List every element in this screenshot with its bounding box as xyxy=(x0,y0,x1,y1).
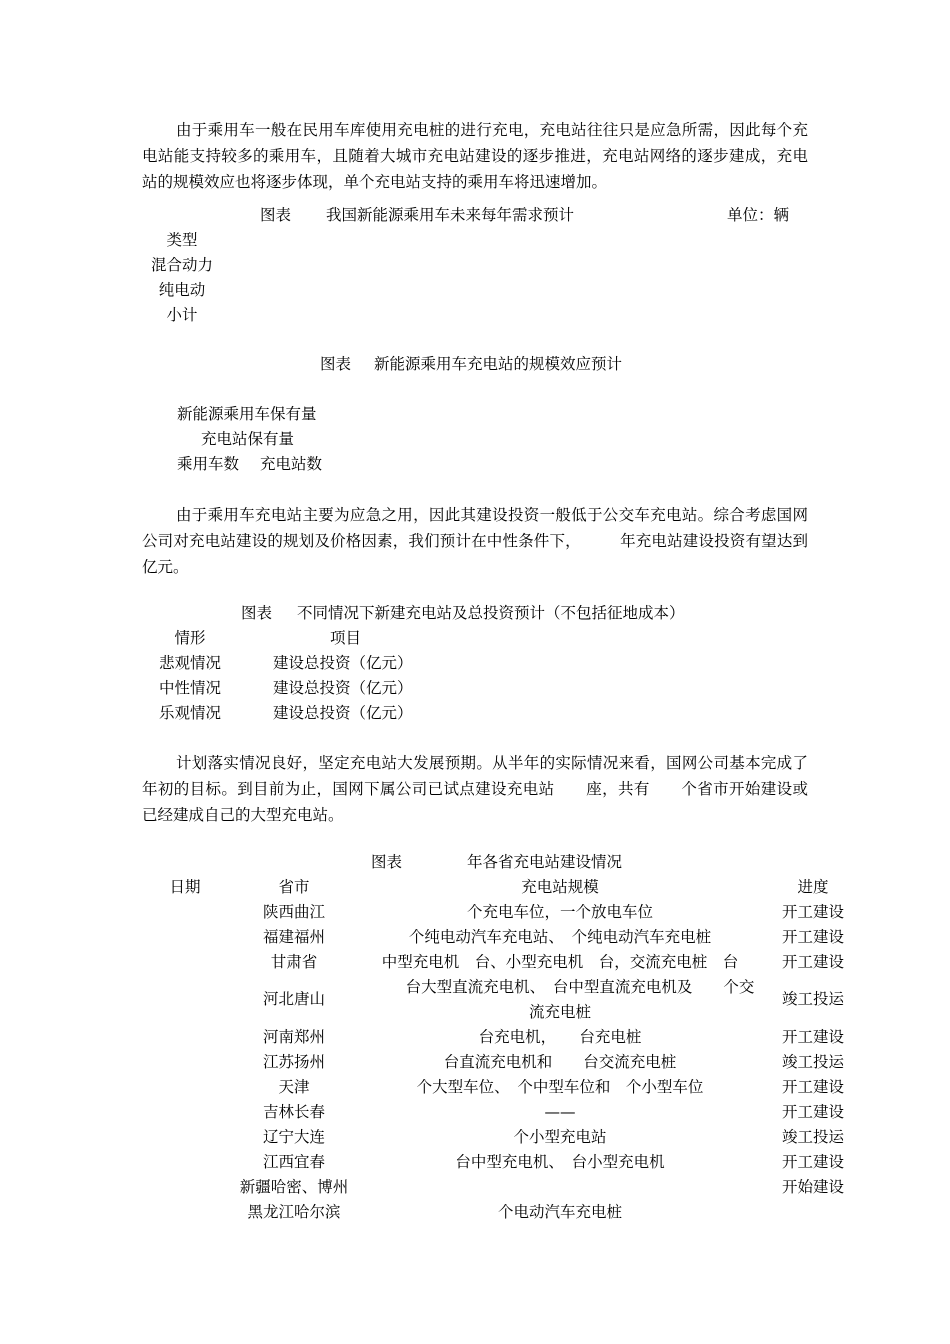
table1-row-label: 小计 xyxy=(166,306,198,324)
table3-cell-item: 建设总投资（亿元） xyxy=(273,704,413,722)
table1-label: 图表 xyxy=(260,206,292,224)
table3-cell-situation: 乐观情况 xyxy=(158,704,221,722)
table4-cell-progress: 开工建设 xyxy=(781,1153,844,1171)
table4-cell-province: 福建福州 xyxy=(262,928,325,946)
table4-cell-progress: 竣工投运 xyxy=(781,990,844,1008)
table4-cell-progress: 开工建设 xyxy=(781,953,844,971)
table4-cell-province: 天津 xyxy=(278,1078,310,1096)
table4-cell-province: 江西宜春 xyxy=(262,1153,325,1171)
table4-cell-scale: 中型充电机 台、小型充电机 台，交流充电桩 台 xyxy=(381,953,739,971)
table4-cell-province: 河北唐山 xyxy=(262,990,325,1008)
table3-cell-item: 建设总投资（亿元） xyxy=(273,679,413,697)
table1-row-label: 纯电动 xyxy=(158,281,206,299)
table4-cell-province: 河南郑州 xyxy=(262,1028,325,1046)
table3-cell-item: 建设总投资（亿元） xyxy=(273,654,413,672)
table4-cell-province: 黑龙江哈尔滨 xyxy=(247,1203,341,1221)
table4-cell-scale: 个电动汽车充电桩 xyxy=(497,1203,622,1221)
table4-cell-province: 江苏扬州 xyxy=(262,1053,325,1071)
table2-label: 图表 xyxy=(320,355,352,373)
table4-cell-scale: 个大型车位、 个中型车位和 个小型车位 xyxy=(416,1078,704,1096)
table4-header-date: 日期 xyxy=(169,878,201,896)
table4-cell-province: 吉林长春 xyxy=(262,1103,325,1121)
table1-title: 我国新能源乘用车未来每年需求预计 xyxy=(326,206,575,224)
table4-cell-scale-line2: 流充电桩 xyxy=(528,1003,591,1021)
table4-cell-scale: 个充电车位，一个放电车位 xyxy=(466,903,653,921)
table4-cell-province: 新疆哈密、博州 xyxy=(239,1178,349,1196)
table4-cell-province: 辽宁大连 xyxy=(262,1128,325,1146)
paragraph-investment: 由于乘用车充电站主要为应急之用，因此其建设投资一般低于公交车充电站。综合考虑国网公司对充电站建设的规划及价格因素，我们预计在中性条件下， 年充电站建设投资有望达到 亿元。 xyxy=(142,506,840,576)
table4-cell-scale: —— xyxy=(544,1103,576,1121)
table4-header-province: 省市 xyxy=(278,878,310,896)
table4-cell-province: 甘肃省 xyxy=(270,953,318,971)
table4-cell-scale: 台中型充电机、 台小型充电机 xyxy=(455,1153,665,1171)
table3-cell-situation: 中性情况 xyxy=(158,679,221,697)
table1-unit: 单位：辆 xyxy=(727,206,790,224)
table3-title: 不同情况下新建充电站及总投资预计（不包括征地成本） xyxy=(297,604,685,622)
table4-title: 年各省充电站建设情况 xyxy=(467,853,623,871)
table4-cell-progress: 开工建设 xyxy=(781,928,844,946)
table4-cell-scale: 个小型充电站 xyxy=(513,1128,607,1146)
table3-label: 图表 xyxy=(241,604,273,622)
table4-cell-scale: 台充电机， 台充电桩 xyxy=(478,1028,642,1046)
table3-header-item: 项目 xyxy=(330,629,362,647)
table2-header: 新能源乘用车保有量 xyxy=(177,405,317,423)
table3-header-situation: 情形 xyxy=(174,629,206,647)
table4-cell-progress: 开始建设 xyxy=(781,1178,844,1196)
table4-cell-scale: 台大型直流充电机、 台中型直流充电机及 个交 xyxy=(405,978,755,996)
paragraph-progress: 计划落实情况良好，坚定充电站大发展预期。从半年的实际情况来看，国网公司基本完成了年初的目标。到目前为止，国网下属公司已试点建设充电站 座，共有 个省市开始建设或已经建成自己的大型充电站。 xyxy=(142,754,808,824)
table2-header: 乘用车数 xyxy=(177,455,240,473)
table2-header: 充电站保有量 xyxy=(201,430,295,448)
table3-cell-situation: 悲观情况 xyxy=(158,654,221,672)
table4-header-progress: 进度 xyxy=(797,878,829,896)
table4-header-scale: 充电站规模 xyxy=(521,878,599,896)
paragraph-intro: 由于乘用车一般在民用车库使用充电桩的进行充电，充电站往往只是应急所需，因此每个充电站能支持较多的乘用车，且随着大城市充电站建设的逐步推进，充电站网络的逐步建成，充电站的规模效应也将逐步体现，单个充电站支持的乘用车将迅速增加。 xyxy=(142,121,808,191)
table1-row-label: 混合动力 xyxy=(150,256,213,274)
table1-row-label: 类型 xyxy=(166,231,198,249)
table4-cell-progress: 开工建设 xyxy=(781,1103,844,1121)
table4-cell-scale: 个纯电动汽车充电站、 个纯电动汽车充电桩 xyxy=(408,928,712,946)
table4-cell-province: 陕西曲江 xyxy=(262,903,325,921)
table4-cell-progress: 开工建设 xyxy=(781,1078,844,1096)
table2-title: 新能源乘用车充电站的规模效应预计 xyxy=(374,355,623,373)
table4-cell-progress: 开工建设 xyxy=(781,1028,844,1046)
table4-cell-progress: 开工建设 xyxy=(781,903,844,921)
table4-cell-scale: 台直流充电机和 台交流充电桩 xyxy=(443,1053,677,1071)
table2-header: 充电站数 xyxy=(260,455,323,473)
table4-cell-progress: 竣工投运 xyxy=(781,1053,844,1071)
table4-cell-progress: 竣工投运 xyxy=(781,1128,844,1146)
table4-label: 图表 xyxy=(371,853,403,871)
